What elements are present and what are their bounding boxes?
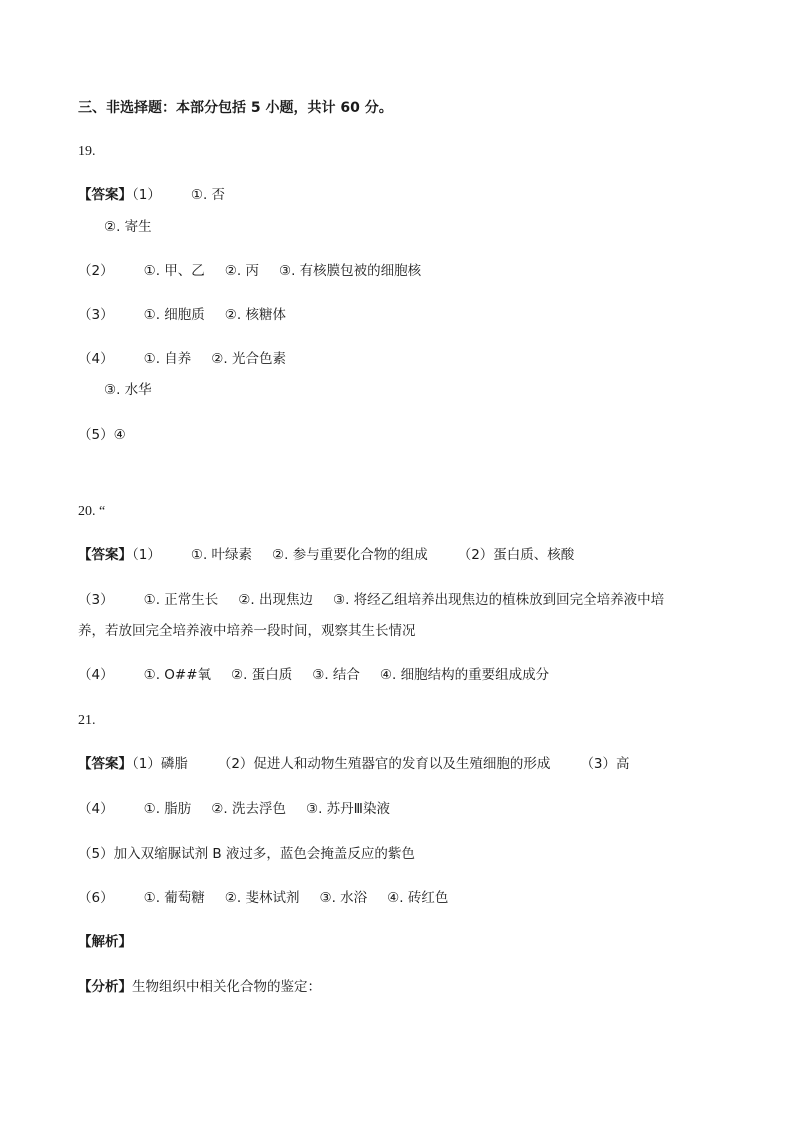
q21-part-6-label: （6）: [78, 890, 114, 906]
q20-part-3-answer-c: ③. 将经乙组培养出现焦边的植株放到回完全培养液中培: [332, 592, 665, 608]
q21-part-4-answer-c: ③. 苏丹Ⅲ染液: [305, 801, 390, 817]
question-number-19: 19.: [78, 144, 96, 159]
answer-label: 【答案】: [78, 187, 132, 203]
q21-part-4-answer-b: ②. 洗去浮色: [211, 801, 286, 817]
q21-answer-line-6: [78, 889, 448, 907]
q20-part-1-answer-b: ②. 参与重要化合物的组成: [272, 547, 428, 563]
q19-part-3-answer-b: ②. 核糖体: [224, 307, 286, 323]
q21-part-2: （2）促进人和动物生殖器官的发育以及生殖细胞的形成: [217, 756, 551, 772]
q21-part-4-answer-a: ①. 脂肪: [143, 801, 192, 817]
q21-answer-line-4: [78, 800, 390, 818]
q19-part-2-label: （2）: [78, 263, 114, 279]
q19-part-3-answer-a: ①. 细胞质: [143, 307, 205, 323]
fenxi-line: [78, 978, 321, 996]
q19-part-1-answer-a: ①. 否: [190, 187, 226, 203]
q20-part-4-label: （4）: [78, 667, 114, 683]
q19-part-5: （5）④: [78, 427, 126, 443]
q21-part-3: （3）高: [580, 756, 630, 772]
q19-part-2-answer-b: ②. 丙: [224, 263, 259, 279]
q19-answer-line-3: [78, 306, 286, 324]
q20-answer-line-1: [78, 546, 574, 564]
q20-part-4-answer-b: ②. 蛋白质: [231, 667, 293, 683]
q20-part-1-label: （1）: [132, 547, 161, 563]
q19-part-4-answer-a: ①. 自养: [143, 351, 192, 367]
q19-part-1-label: （1）: [132, 187, 161, 203]
answer-label: 【答案】: [78, 547, 132, 563]
section-title: 三、非选择题：本部分包括 5 小题，共计 60 分。: [78, 100, 393, 116]
fenxi-label: 【分析】: [78, 979, 132, 995]
q21-part-6-answer-d: ④. 砖红色: [387, 890, 449, 906]
analysis-label: 【解析】: [78, 934, 132, 950]
q20-answer-line-4: [78, 666, 549, 684]
q21-part-5: （5）加入双缩脲试剂 B 液过多，蓝色会掩盖反应的紫色: [78, 846, 415, 862]
q20-part-3-answer-b: ②. 出现焦边: [238, 592, 313, 608]
q19-part-3-label: （3）: [78, 307, 114, 323]
q20-part-1-answer-a: ①. 叶绿素: [190, 547, 253, 563]
q20-part-4-answer-d: ④. 细胞结构的重要组成成分: [379, 667, 550, 683]
q21-part-4-label: （4）: [78, 801, 114, 817]
q19-part-1-answer-b: ②. 寄生: [104, 219, 152, 235]
q21-part-6-answer-a: ①. 葡萄糖: [143, 890, 205, 906]
question-number-20: 20. “: [78, 504, 106, 519]
q19-answer-line-4: [78, 350, 286, 368]
q20-part-3-answer-a: ①. 正常生长: [143, 592, 219, 608]
q19-part-4-answer-b: ②. 光合色素: [211, 351, 286, 367]
q19-answer-line-1: [78, 186, 225, 204]
question-number-21: 21.: [78, 713, 96, 728]
q20-part-3-label: （3）: [78, 592, 114, 608]
q20-answer-line-3: [78, 591, 664, 609]
q21-part-6-answer-c: ③. 水浴: [319, 890, 368, 906]
q19-part-2-answer-a: ①. 甲、乙: [143, 263, 205, 279]
q19-part-4-label: （4）: [78, 351, 114, 367]
q19-part-4-answer-c: ③. 水华: [104, 382, 152, 398]
q20-part-2: （2）蛋白质、核酸: [457, 547, 575, 563]
fenxi-text: 生物组织中相关化合物的鉴定：: [132, 979, 321, 995]
q19-answer-line-2: [78, 262, 421, 280]
answer-label: 【答案】: [78, 756, 132, 772]
q21-answer-line-1: [78, 755, 630, 773]
q20-part-4-answer-a: ①. O##氧: [143, 667, 212, 683]
q21-part-1: （1）磷脂: [132, 756, 188, 772]
q19-part-2-answer-c: ③. 有核膜包被的细胞核: [278, 263, 422, 279]
q20-part-4-answer-c: ③. 结合: [312, 667, 360, 683]
q21-part-6-answer-b: ②. 斐林试剂: [224, 890, 300, 906]
q20-part-3-answer-c-continued: 养，若放回完全培养液中培养一段时间，观察其生长情况: [78, 623, 416, 639]
